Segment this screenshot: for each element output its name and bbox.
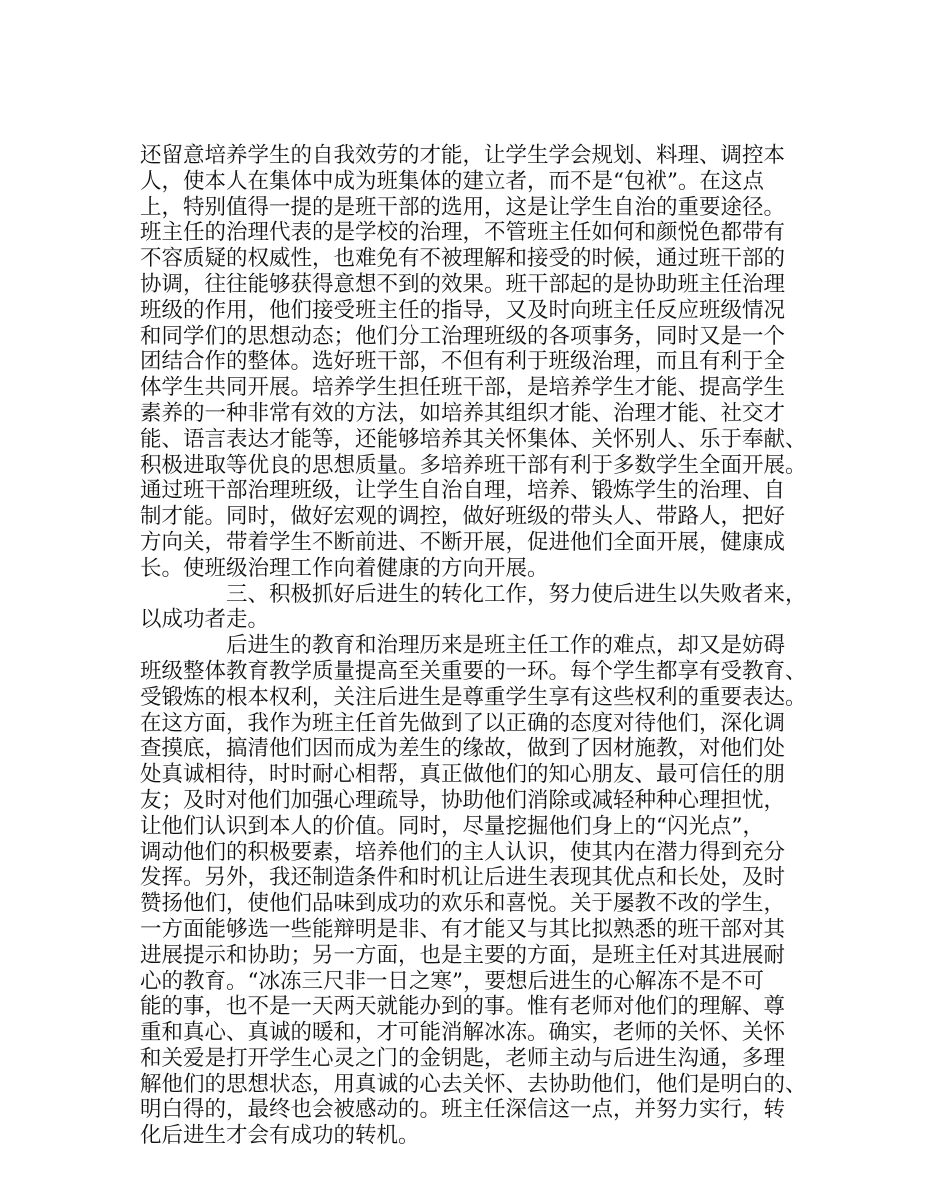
text-line: 解他们的思想状态，用真诚的心去关怀、去协助他们，他们是明白的、 xyxy=(140,1071,807,1097)
text-line: 友；及时对他们加强心理疏导，协助他们消除或减轻种种心理担忧， xyxy=(140,787,786,813)
text-line: 协调，往往能够获得意想不到的效果。班干部起的是协助班主任治理 xyxy=(140,271,786,297)
text-line: 班级整体教育教学质量提高至关重要的一环。每个学生都享有受教育、 xyxy=(140,658,807,684)
text-line: 赞扬他们，使他们品味到成功的欢乐和喜悦。关于屡教不改的学生， xyxy=(140,891,786,917)
text-line: 查摸底，搞清他们因而成为差生的缘故，做到了因材施教，对他们处 xyxy=(140,736,786,762)
text-line: 能的事，也不是一天两天就能办到的事。惟有老师对他们的理解、尊 xyxy=(140,994,786,1020)
text-line: 还留意培养学生的自我效劳的才能，让学生学会规划、料理、调控本 xyxy=(140,143,786,168)
text-line: 受锻炼的根本权利，关注后进生是尊重学生享有这些权利的重要表达。 xyxy=(140,684,807,710)
section-heading-line: 三、积极抓好后进生的转化工作，努力使后进生以失败者来， xyxy=(226,581,807,607)
text-line: 上，特别值得一提的是班干部的选用，这是让学生自治的重要途径。 xyxy=(140,194,786,220)
text-line: 和关爱是打开学生心灵之门的金钥匙，老师主动与后进生沟通，多理 xyxy=(140,1045,786,1071)
text-line: 体学生共同开展。培养学生担任班干部，是培养学生才能、提高学生 xyxy=(140,375,786,401)
text-line: 素养的一种非常有效的方法，如培养其组织才能、治理才能、社交才 xyxy=(140,400,786,426)
text-line: 不容质疑的权威性，也难免有不被理解和接受的时候，通过班干部的 xyxy=(140,246,786,272)
text-line: 人，使本人在集体中成为班集体的建立者，而不是“包袱”。在这点 xyxy=(140,168,764,194)
text-line: 让他们认识到本人的价值。同时，尽量挖掘他们身上的“闪光点”， xyxy=(140,813,764,839)
text-line: 发挥。另外，我还制造条件和时机让后进生表现其优点和长处，及时 xyxy=(140,865,786,891)
text-line: 班主任的治理代表的是学校的治理，不管班主任如何和颜悦色都带有 xyxy=(140,220,786,246)
text-line: 化后进生才会有成功的转机。 xyxy=(140,1123,420,1149)
text-line: 方向关，带着学生不断前进、不断开展，促进他们全面开展，健康成 xyxy=(140,529,786,555)
text-line: 能、语言表达才能等，还能够培养其关怀集体、关怀别人、乐于奉献、 xyxy=(140,426,807,452)
section-heading-line: 以成功者走。 xyxy=(140,607,270,633)
text-line: 在这方面，我作为班主任首先做到了以正确的态度对待他们，深化调 xyxy=(140,710,786,736)
text-line: 通过班干部治理班级，让学生自治自理，培养、锻炼学生的治理、自 xyxy=(140,478,786,504)
text-line: 长。使班级治理工作向着健康的方向开展。 xyxy=(140,555,549,581)
text-line: 团结合作的整体。选好班干部，不但有利于班级治理，而且有利于全 xyxy=(140,349,786,375)
text-line: 一方面能够选一些能辩明是非、有才能又与其比拟熟悉的班干部对其 xyxy=(140,916,786,942)
text-line: 和同学们的思想动态；他们分工治理班级的各项事务，同时又是一个 xyxy=(140,323,786,349)
text-line: 心的教育。“冰冻三尺非一日之寒”，要想后进生的心解冻不是不可 xyxy=(140,968,764,994)
text-line: 明白得的，最终也会被感动的。班主任深信这一点，并努力实行，转 xyxy=(140,1097,786,1123)
text-line: 班级的作用，他们接受班主任的指导，又及时向班主任反应班级情况 xyxy=(140,297,786,323)
body-text xyxy=(140,143,820,1149)
text-line: 制才能。同时，做好宏观的调控，做好班级的带头人、带路人，把好 xyxy=(140,504,786,530)
text-line: 重和真心、真诚的暖和，才可能消解冰冻。确实，老师的关怀、关怀 xyxy=(140,1020,786,1046)
text-line: 进展提示和协助；另一方面，也是主要的方面，是班主任对其进展耐 xyxy=(140,942,786,968)
text-line: 处真诚相待，时时耐心相帮，真正做他们的知心朋友、最可信任的朋 xyxy=(140,762,786,788)
text-line: 调动他们的积极要素，培养他们的主人认识，使其内在潜力得到充分 xyxy=(140,839,786,865)
paragraph-start-line: 后进生的教育和治理历来是班主任工作的难点，却又是妨碍 xyxy=(226,633,786,659)
text-line: 积极进取等优良的思想质量。多培养班干部有利于多数学生全面开展。 xyxy=(140,452,807,478)
